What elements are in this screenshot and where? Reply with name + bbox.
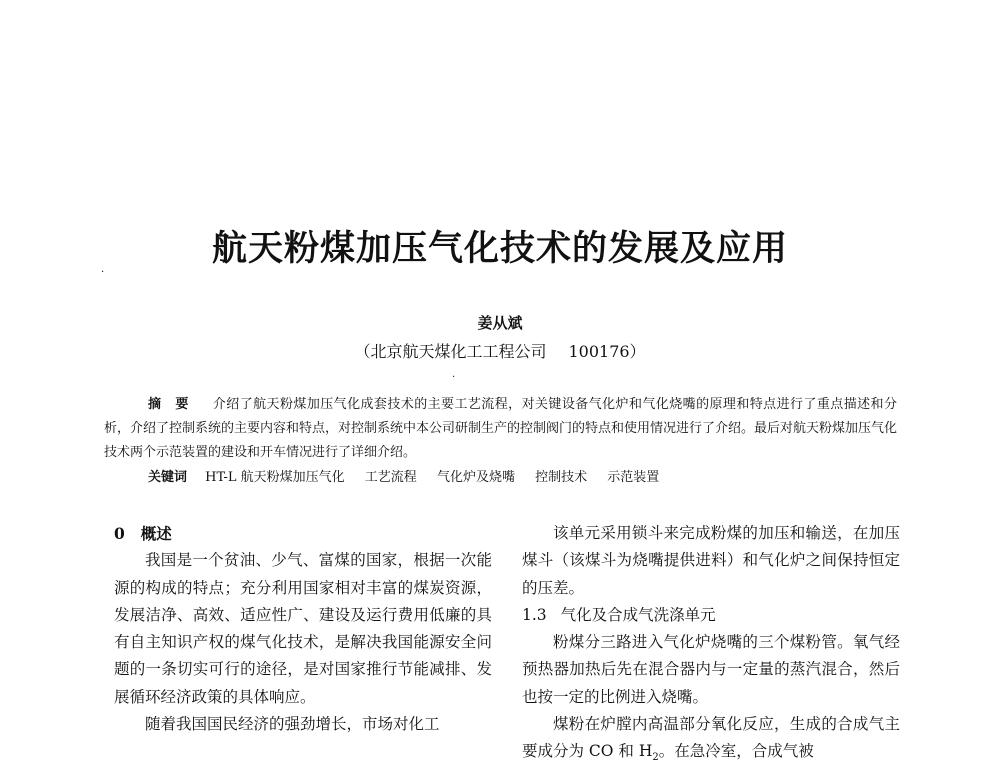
body-paragraph: 随着我国国民经济的强劲增长，市场对化工 bbox=[145, 715, 440, 734]
keyword-item: HT-L 航天粉煤加压气化 bbox=[205, 470, 345, 485]
affiliation-open-paren: （ bbox=[354, 342, 371, 361]
section-heading bbox=[114, 520, 492, 547]
section-title: 概述 bbox=[140, 524, 172, 543]
keywords-label: 关键词 bbox=[148, 470, 188, 485]
left-column bbox=[114, 520, 492, 738]
abstract-label: 摘要 bbox=[148, 397, 203, 412]
abstract bbox=[104, 393, 897, 465]
scan-speck: · bbox=[101, 267, 105, 278]
affiliation-org: 北京航天煤化工工程公司 bbox=[370, 342, 547, 361]
keywords bbox=[148, 469, 908, 487]
paragraph-text: 煤粉在炉膛内高温部分氧化反应，生成的合成气主要成分为 CO 和 H bbox=[522, 715, 900, 761]
keyword-item: 控制技术 bbox=[535, 470, 588, 485]
keyword-item: 示范装置 bbox=[607, 470, 660, 485]
body-paragraph: 该单元采用锁斗来完成粉煤的加压和输送，在加压煤斗（该煤斗为烧嘴提供进料）和气化炉之间保持恒定的压差。 bbox=[522, 524, 900, 597]
keyword-item: 工艺流程 bbox=[364, 470, 417, 485]
paper-title: 航天粉煤加压气化技术的发展及应用 bbox=[211, 228, 788, 269]
paragraph-text: 。在急冷室，合成气被 bbox=[658, 742, 814, 761]
subsection-title: 气化及合成气洗涤单元 bbox=[560, 605, 716, 624]
subscript: 2 bbox=[652, 752, 659, 764]
section-number: 0 bbox=[114, 524, 125, 543]
author-affiliation bbox=[0, 339, 1000, 362]
subsection-number: 1.3 bbox=[522, 605, 547, 624]
abstract-text: 介绍了航天粉煤加压气化成套技术的主要工艺流程，对关键设备气化炉和气化烧嘴的原理和特点进行了重点描述和分析，介绍了控制系统的主要内容和特点，对控制系统中本公司研制生产的控制阀门的特点和使用情况进行了介绍。最后对航天粉煤加压气化技术两个示范装置的建设和开车情况进行了详细介绍。 bbox=[104, 397, 898, 460]
subsection-heading bbox=[522, 602, 900, 629]
body-paragraph bbox=[522, 711, 900, 766]
body-paragraph: 我国是一个贫油、少气、富煤的国家，根据一次能源的构成的特点；充分利用国家相对丰富的煤炭资源，发展洁净、高效、适应性广、建设及运行费用低廉的具有自主知识产权的煤气化技术，是解决我国能源安全问题的一条切实可行的途径，是对国家推行节能减排、发展循环经济政策的具体响应。 bbox=[114, 551, 492, 706]
scan-speck: · bbox=[452, 372, 456, 383]
author-name: 姜从斌 bbox=[477, 314, 523, 332]
affiliation-close-paren: ） bbox=[629, 342, 646, 361]
keyword-item: 气化炉及烧嘴 bbox=[436, 470, 515, 485]
right-column bbox=[522, 520, 900, 766]
body-paragraph: 粉煤分三路进入气化炉烧嘴的三个煤粉管。氧气经预热器加热后先在混合器内与一定量的蒸汽混合，然后也按一定的比例进入烧嘴。 bbox=[522, 633, 900, 706]
postal-code: 100176 bbox=[568, 342, 630, 361]
